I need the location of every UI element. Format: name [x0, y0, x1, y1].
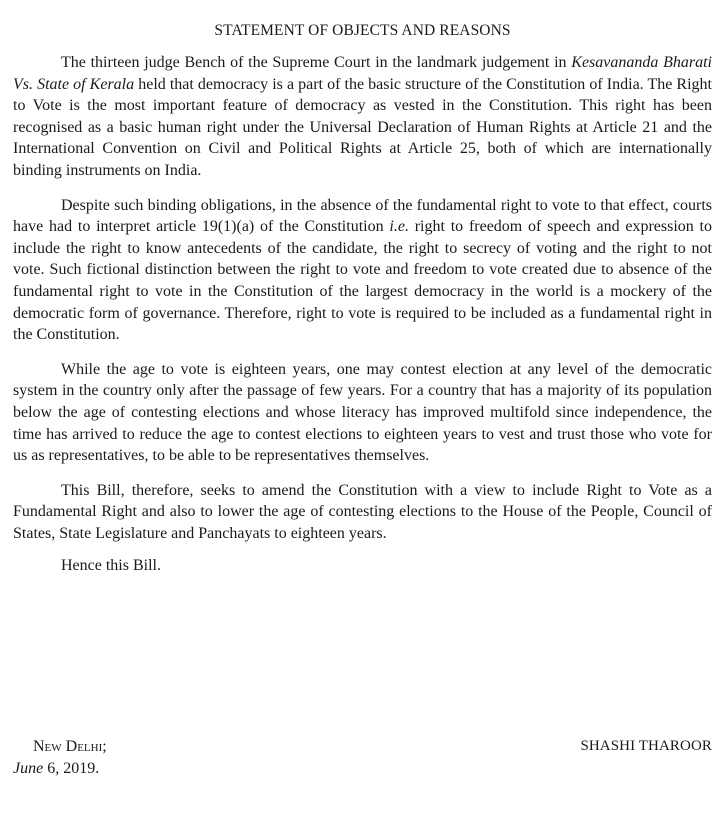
- paragraph-1: [13, 52, 712, 182]
- paragraph-1-end: held that democracy is a part of the basic structure of the Constitution of India. The Right to Vote is the most important feature of democracy as vested in the Constitution. This right has been recognised as a basic human right under the Universal Declaration of Human Rights at Article 21 and the International Convention on Civil and Political Rights at Article 25, both of which are internationally binding instruments on India.: [13, 75, 712, 179]
- paragraph-1-start: The thirteen judge Bench of the Supreme Court in the landmark judgement in: [61, 54, 572, 71]
- date: [13, 758, 712, 780]
- paragraph-3: While the age to vote is eighteen years, one may contest election at any level of the democratic system in the country only after the passage of few years. For a country that has a majority of its population below the age of contesting elections and whose literacy has improved multifold since independence, the time has arrived to reduce the age to contest elections to eighteen years to vest and trust those who vote for us as representatives, to be able to be representatives themselves.: [13, 360, 712, 465]
- place: New Delhi;: [33, 738, 107, 755]
- closing-line: Hence this Bill.: [61, 557, 161, 575]
- date-month: June: [13, 759, 44, 777]
- paragraph-4: This Bill, therefore, seeks to amend the Constitution with a view to include Right to Vote as a Fundamental Right and also to lower the age of contesting elections to the House of the People, Council of States, State Legislature and Panchayats to eighteen years.: [13, 481, 712, 542]
- ie-abbrev: i.e.: [389, 218, 409, 236]
- signatory-name: SHASHI THAROOR: [580, 738, 712, 754]
- paragraph-2: [13, 195, 712, 346]
- paragraph-2-start: Despite such binding obligations, in the absence of the fundamental right to vote to that effect, courts have had to interpret article 19(1)(a) of the Constitution: [13, 196, 712, 236]
- signature-row: [13, 736, 712, 758]
- signature-block: [13, 736, 712, 779]
- date-day-year: 6, 2019.: [47, 759, 100, 777]
- paragraph-2-end: right to freedom of speech and expression to include the right to know antecedents of the candidate, the right to secrecy of voting and the right to not vote. Such fictional distinction between the right to vote and freedom to vote created due to absence of the fundamental right to vote in the Constitution of the largest democracy in the world is a mockery of the democratic form of governance. Therefore, right to vote is required to be included as a fundamental right in the Constitution.: [13, 218, 713, 344]
- document-heading: STATEMENT OF OBJECTS AND REASONS: [214, 22, 511, 39]
- case-name: Kesavananda Bharati Vs. State of Kerala: [13, 54, 712, 93]
